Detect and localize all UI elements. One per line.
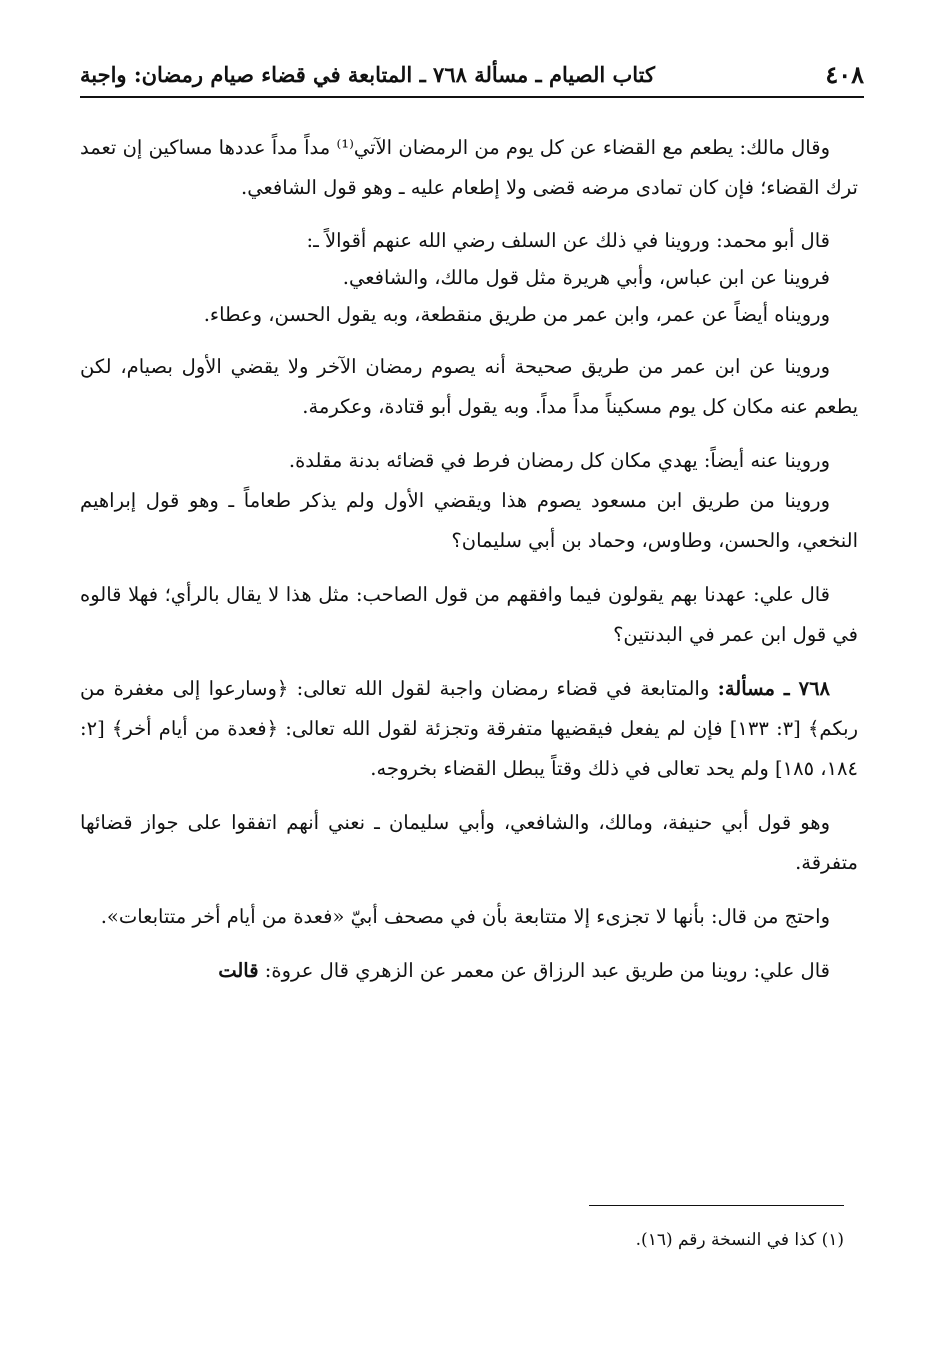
paragraph-badana: وروينا عنه أيضاً: يهدي مكان كل رمضان فرط في قضائه بدنة مقلدة. [288, 449, 830, 472]
abu-muhammad-line-2: فروينا عن ابن عباس، وأبي هريرة مثل قول مالك، والشافعي. [342, 266, 830, 289]
paragraph-qala-ali-2 [80, 951, 858, 991]
paragraph-ibn-umar: وروينا عن ابن عمر من طريق صحيحة أنه يصوم رمضان الآخر ولا يقضي الأول بصيام، لكن يطعم عنه مكان كل يوم مسكيناً مداً مداً. وبه يقول أبو قتادة، وعكرمة. [80, 355, 858, 418]
page-header [80, 52, 864, 98]
paragraph-ihtajja: واحتج من قال: بأنها لا تجزىء إلا متتابعة بأن في مصحف أبيّ «فعدة من أيام أخر متتابعات». [100, 905, 830, 928]
paragraph-masala-768 [80, 669, 858, 789]
page-number: ٤٠٨ [825, 59, 864, 89]
running-title: كتاب الصيام ـ مسألة ٧٦٨ ـ المتابعة في قضاء صيام رمضان: واجبة [80, 61, 656, 87]
footnote: (١) كذا في النسخة رقم (١٦). [635, 1230, 844, 1250]
abu-muhammad-line-3: ورويناه أيضاً عن عمر، وابن عمر من طريق منقطعة، وبه يقول الحسن، وعطاء. [203, 303, 830, 326]
footnote-divider [589, 1205, 844, 1206]
paragraph-qala-ali-1: قال علي: عهدنا بهم يقولون فيما وافقهم من قول الصاحب: مثل هذا لا يقال بالرأي؛ فهلا قالوه في قول ابن عمر في البدنتين؟ [80, 583, 858, 646]
paragraph-ibn-masud: وروينا من طريق ابن مسعود يصوم هذا ويقضي الأول ولم يذكر طعاماً ـ وهو قول إبراهيم النخعي، والحسن، وطاوس، وحماد بن أبي سليمان؟ [80, 489, 858, 552]
masala-number: ٧٦٨ ـ مسألة: [717, 677, 831, 700]
qala-ali-text: قال علي: روينا من طريق عبد الرزاق عن معمر عن الزهري قال عروة: [264, 959, 830, 982]
abu-muhammad-line-1: قال أبو محمد: وروينا في ذلك عن السلف رضي الله عنهم أقوالاً ـ: [306, 229, 830, 252]
body-text [80, 128, 858, 1005]
paragraph-malik: وقال مالك: يطعم مع القضاء عن كل يوم من الرمضان الآتي⁽¹⁾ مداً مداً عددها مساكين إن تعمد ترك القضاء؛ فإن كان تمادى مرضه قضى ولا إطعام عليه ـ وهو قول الشافعي. [80, 136, 858, 199]
qalat-word: قالت [218, 959, 259, 982]
paragraph-madhahib: وهو قول أبي حنيفة، ومالك، والشافعي، وأبي سليمان ـ نعني أنهم اتفقوا على جواز قضائها متفرقة. [80, 811, 858, 874]
masala-text: والمتابعة في قضاء رمضان واجبة لقول الله تعالى: ﴿وسارعوا إلى مغفرة من ربكم﴾ [٣: ١٣٣] فإن لم يفعل فيقضيها متفرقة وتجزئة لقول الله تعالى: ﴿فعدة من أيام أخر﴾ [٢: ١٨٤، ١٨٥] ولم يحد تعالى في ذلك وقتاً يبطل القضاء بخروجه. [80, 677, 859, 780]
abu-muhammad-block [80, 222, 858, 333]
